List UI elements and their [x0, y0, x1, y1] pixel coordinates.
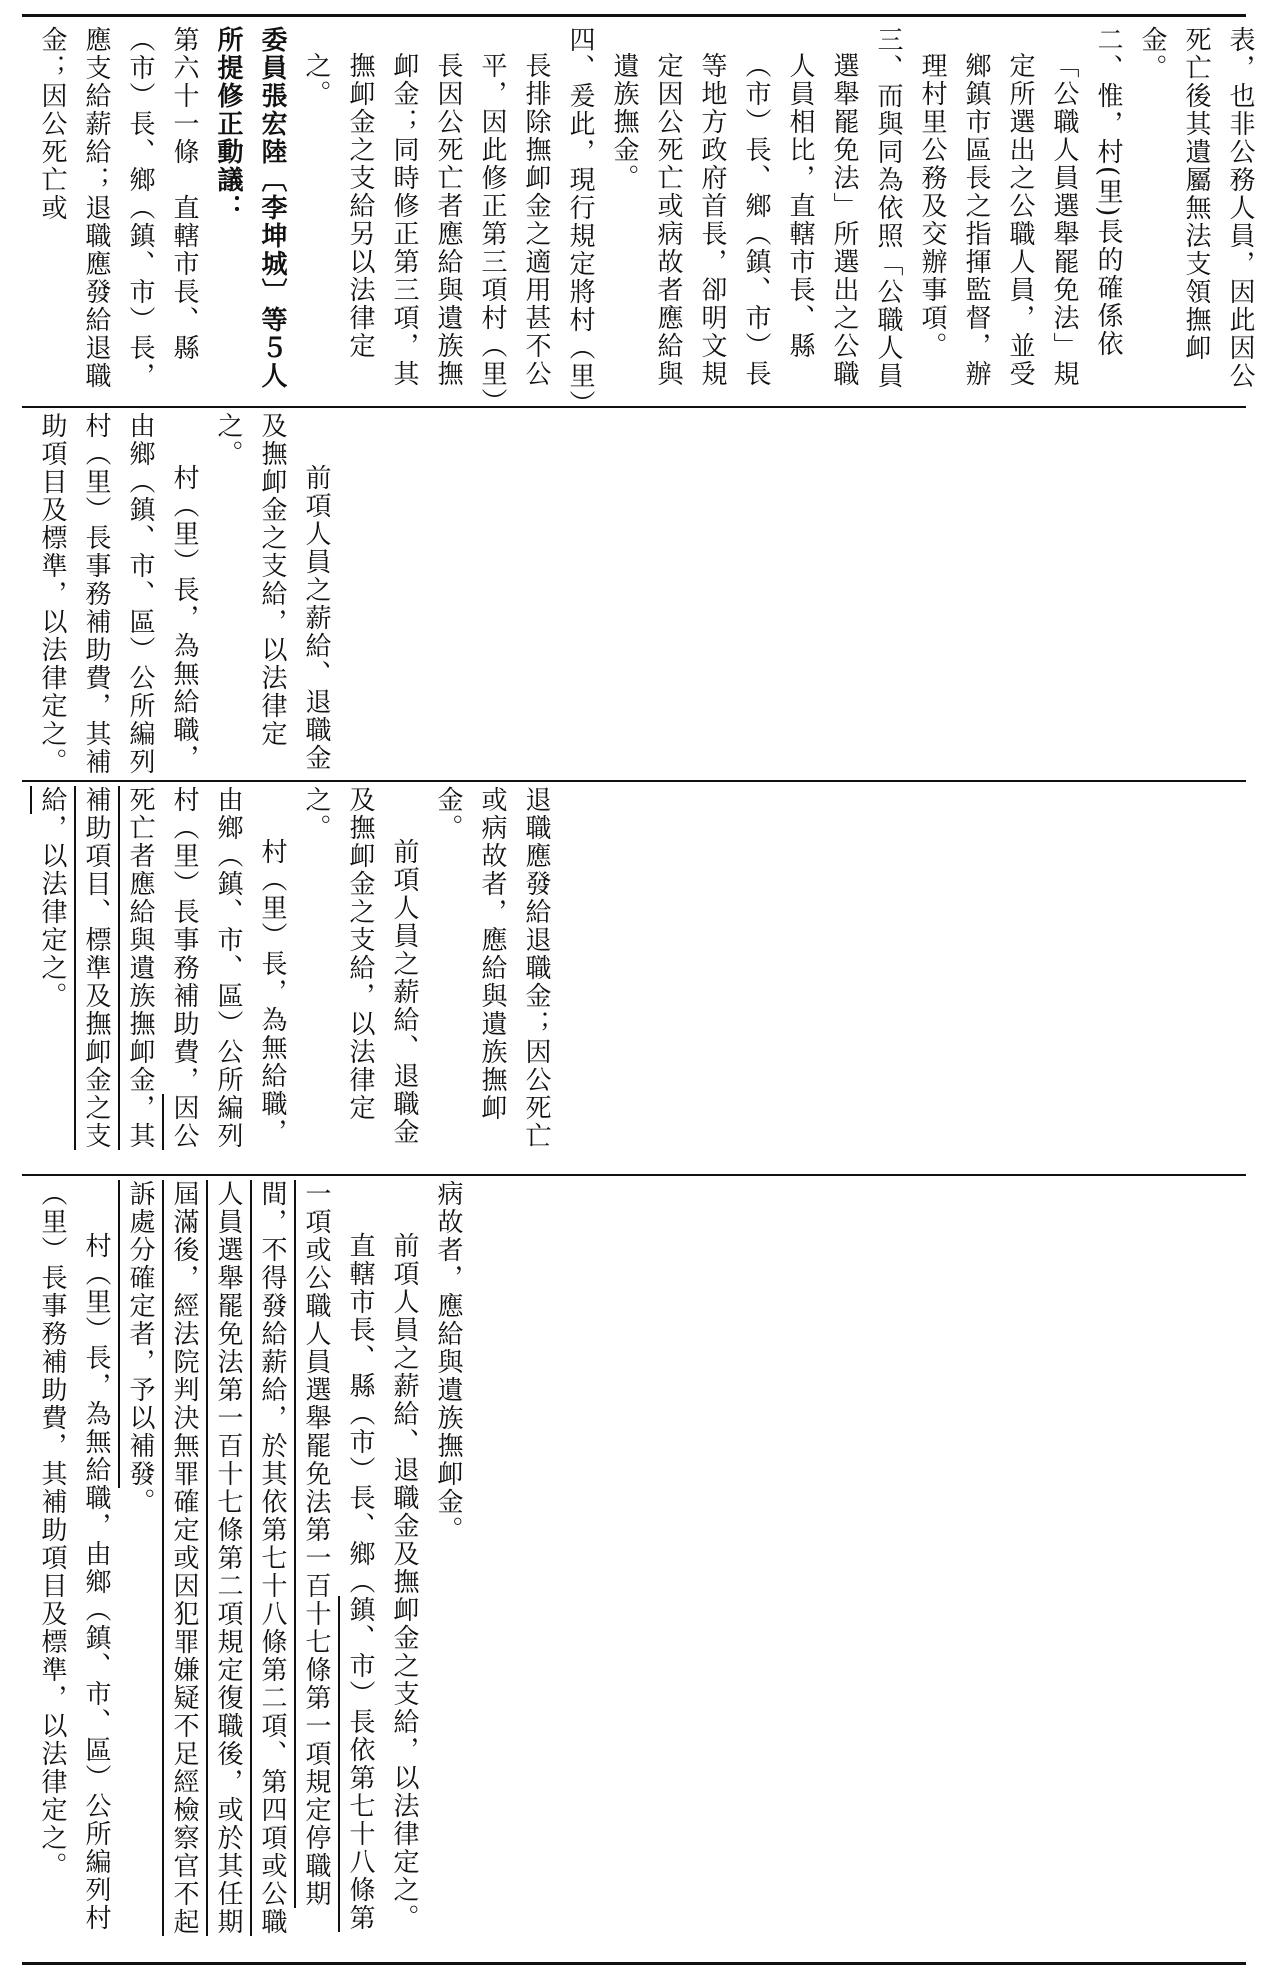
amend-line-0: 病故者，應給與遺族撫卹金。 — [433, 1180, 463, 1544]
motion-line-0: 退職應發給退職金；因公死亡或病故者，應給與遺族撫卹金。 — [433, 786, 551, 1150]
motion-line-1: 前項人員之薪給、退職金及撫卹金之支給，以法律定之。 — [301, 786, 419, 1146]
explanation-para-0: 表，也非公務人員，因此因公死亡後其遺屬無法支領撫卹金。 — [1137, 26, 1255, 390]
amend-line-2-underlined: 鎮、市）長依第七十八條第一項或公職人員選舉罷免法第一百十七條第一項規定停職期間，不得發給薪給，於其依第七十八條第二項、第四項或公職人員選舉罷免法第一百十七條第二項規定復職後，或於其任期屆滿後，經法院判決無罪確定或因犯罪嫌疑不足經檢察官不起訴處分確定者，予以補發 — [125, 1180, 375, 1936]
motion-column — [30, 786, 558, 1170]
amend-line-1: 前項人員之薪給、退職金及撫卹金之支給，以法律定之。 — [389, 1232, 419, 1932]
section-rule-2 — [22, 780, 1246, 782]
proposer-heading: 委員張宏陸〔李坤城〕等５人所提修正動議： — [213, 26, 287, 390]
explanation-para-1: 二、惟，村(里)長的確係依「公職人員選舉罷免法」規定所選出之公職人員，並受鄉鎮市區長之指揮監督，辦理村里公務及交辦事項。 — [917, 26, 1123, 388]
panel-explanation — [30, 26, 1255, 406]
amendment-column — [30, 1180, 470, 1956]
amend-line-2-end: 。 — [125, 1488, 155, 1516]
article-line-0: 直轄市長、縣（市）長、鄉（鎮、市）長，應支給薪給；退職應發給退職金；因公死亡或 — [37, 26, 199, 390]
motion-line-2-underlined: 因公死亡者應給與遺族撫卹金，其補助項目、標準及撫卹金之支給 — [37, 786, 199, 1150]
current-law-column — [30, 412, 338, 776]
explanation-column — [30, 26, 1262, 406]
current-para-0: 前項人員之薪給、退職金及撫卹金之支給，以法律定之。 — [213, 412, 331, 772]
panel-amendment — [30, 1180, 1240, 1956]
amend-line-3: 村（里）長，為無給職，由鄉（鎮、市、區）公所編列村（里）長事務補助費，其補助項目及標準，以法律定之。 — [37, 1180, 111, 1932]
explanation-para-2: 三、而與同為依照「公職人員選舉罷免法」所選出之公職人員相比，直轄市長、縣（市）長、鄉（鎮、市）長等地方政府首長，卻明文規定因公死亡或病故者應給與遺族撫金。 — [609, 26, 903, 390]
bottom-rule — [22, 1962, 1246, 1965]
current-para-1: 村（里）長，為無給職，由鄉（鎮、市、區）公所編列村（里）長事務補助費，其補助項目及標準，以法律定之。 — [37, 412, 199, 776]
amend-line-2 — [118, 1180, 382, 1956]
motion-line-2 — [30, 786, 294, 1170]
article-label: 第六十一條 — [169, 26, 199, 166]
motion-line-2-plain: 村（里）長，為無給職，由鄉（鎮、市、區）公所編列村（里）長事務補助費， — [169, 786, 287, 1150]
panel-current-law — [30, 412, 1240, 776]
explanation-para-3: 四、爰此，現行規定將村（里）長排除撫卹金之適用甚不公平，因此修正第三項村（里）長因公死亡者應給與遺族撫卹金；同時修正第三項，其撫卹金之支給另以法律定之。 — [301, 26, 595, 405]
article-text — [30, 26, 206, 406]
panel-motion-text — [30, 786, 1240, 1170]
amend-line-2-plain: 直轄市長、縣（市）長、鄉（ — [345, 1232, 375, 1596]
section-rule-1 — [22, 406, 1246, 408]
section-rule-3 — [22, 1174, 1246, 1176]
motion-line-2-end: ，以法律定之。 — [37, 814, 67, 1010]
top-rule — [22, 14, 1246, 17]
